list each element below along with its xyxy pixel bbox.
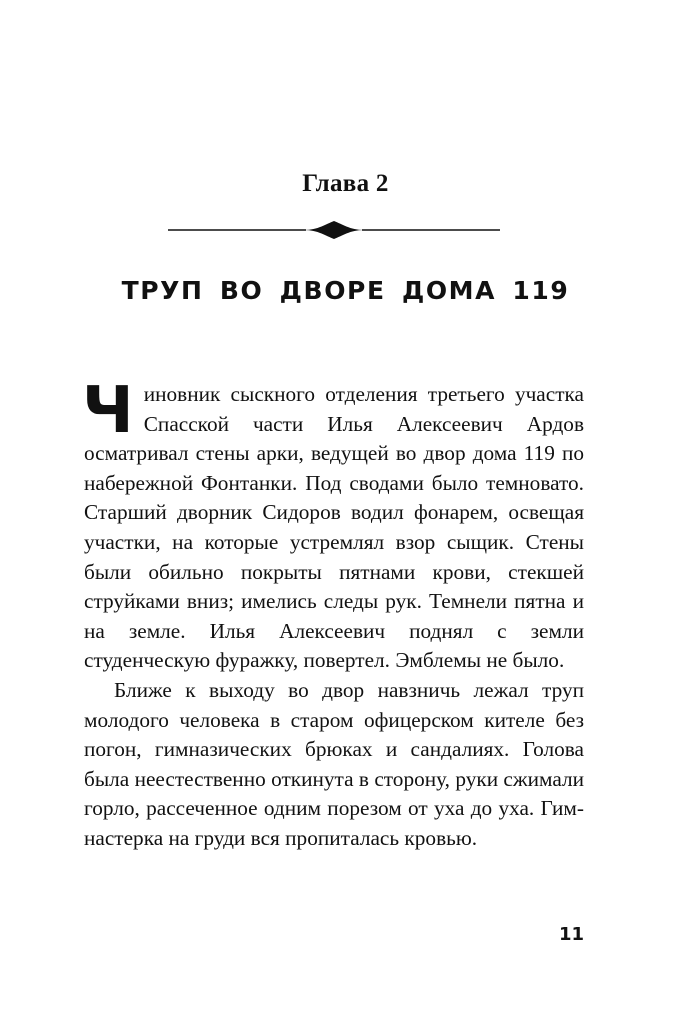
ornament-diamond <box>304 221 364 239</box>
chapter-text <box>82 374 584 854</box>
chapter-label: Глава 2 <box>302 170 389 197</box>
page-number: 11 <box>558 924 584 945</box>
chapter-ornament-divider <box>168 220 500 240</box>
paragraph-2: Ближе к выходу во двор навзничь лежал труп молодого человека в старом офицерском кителе без погон, гимназических брюках и сандалиях. Голова была неестественно откинута в сторону, руки сжимали горло, рассеченное одним порезом от уха до уха. Гимнастерка на груди вся пропиталась кровью. <box>84 677 584 850</box>
chapter-title: ТРУП ВО ДВОРЕ ДОМА 119 <box>121 276 570 305</box>
drop-cap: Ч <box>82 374 134 448</box>
paragraph-1-text: иновник сыскного отделения третьего участка Спасской части Илья Алексеевич Ардов осматривал стены арки, ведущей во двор дома 119 по набережной Фонтанки. Под сводами было темновато. Старший дворник Сидоров водил фонарем, освещая участки, на которые устремлял взор сыщик. Стены были обильно покрыты пятнами крови, стекшей струйками вниз; имелись следы рук. Темнели пятна и на земле. Илья Алексеевич поднял с земли студенческую фуражку, повертел. Эмблемы не было. <box>84 382 584 673</box>
paragraph-1 <box>82 374 584 676</box>
